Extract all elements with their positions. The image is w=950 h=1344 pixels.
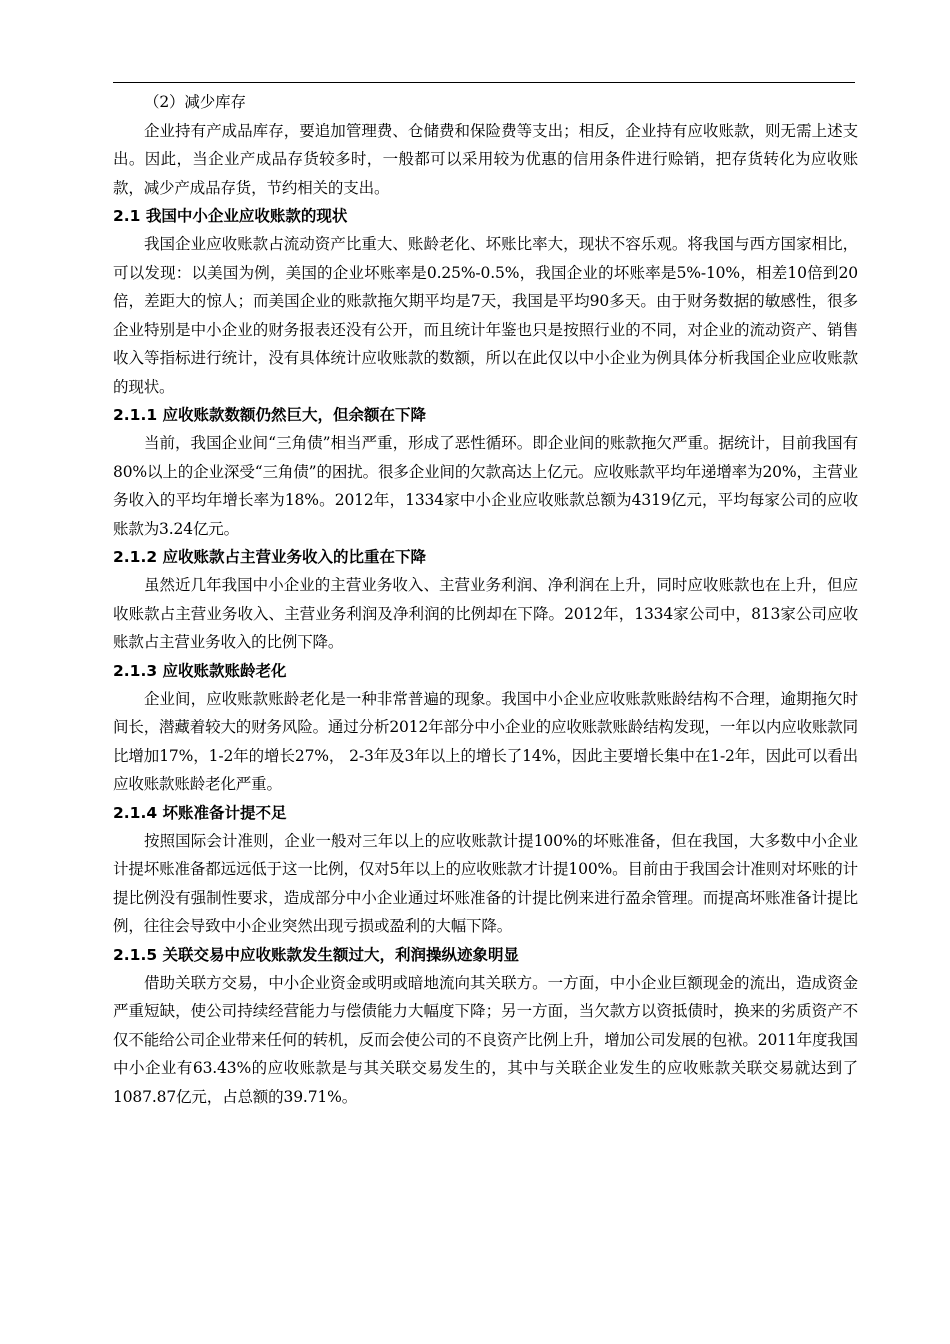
header-rule	[113, 82, 855, 83]
section-heading: 2.1.4 坏账准备计提不足	[113, 803, 287, 822]
section-heading: 2.1.1 应收账款数额仍然巨大，但余额在下降	[113, 406, 427, 424]
section-heading: 2.1.3 应收账款账龄老化	[113, 661, 287, 680]
section-heading: 2.1.2 应收账款占主营业务收入的比重在下降	[113, 548, 427, 566]
paragraph: 借助关联方交易，中小企业资金或明或暗地流向其关联方。一方面，中小企业巨额现金的流出，造成资金严重短缺，使公司持续经营能力与偿债能力大幅度下降；另一方面，当欠款方以资抵债时，换来的劣质资产不仅不能给公司企业带来任何的转机，反而会使公司的不良资产比例上升，增加公司发展的包袱。2011年度我国中小企业有63.43%的应收账款是与其关联交易发生的，其中与关联企业发生的应收账款关联交易就达到了1087.87亿元，占总额的39.71%。	[113, 973, 858, 1106]
document-body	[113, 88, 858, 1111]
subsection-label: （2）减少库存	[144, 93, 246, 111]
paragraph: 企业持有产成品库存，要追加管理费、仓储费和保险费等支出；相反，企业持有应收账款，则无需上述支出。因此，当企业产成品存货较多时，一般都可以采用较为优惠的信用条件进行赊销，把存货转化为应收账款，减少产成品存货，节约相关的支出。	[113, 121, 858, 197]
section-heading: 2.1 我国中小企业应收账款的现状	[113, 207, 348, 225]
paragraph: 按照国际会计准则，企业一般对三年以上的应收账款计提100%的坏账准备，但在我国，大多数中小企业计提坏账准备都远远低于这一比例，仅对5年以上的应收账款才计提100%。目前由于我国会计准则对坏账的计提比例没有强制性要求，造成部分中小企业通过坏账准备的计提比例来进行盈余管理。而提高坏账准备计提比例，往往会导致中小企业突然出现亏损或盈利的大幅下降。	[113, 831, 858, 935]
paragraph: 企业间，应收账款账龄老化是一种非常普遍的现象。我国中小企业应收账款账龄结构不合理，逾期拖欠时间长，潜藏着较大的财务风险。通过分析2012年部分中小企业的应收账款账龄结构发现，一年以内应收账款同比增加17%，1-2年的增长27%， 2-3年及3年以上的增长了14%，因此主要增长集中在1-2年，因此可以看出应收账款账龄老化严重。	[113, 689, 858, 793]
section-heading: 2.1.5 关联交易中应收账款发生额过大，利润操纵迹象明显	[113, 945, 520, 964]
paragraph: 当前，我国企业间“三角债”相当严重，形成了恶性循环。即企业间的账款拖欠严重。据统计，目前我国有80%以上的企业深受“三角债”的困扰。很多企业间的欠款高达上亿元。应收账款平均年递增率为20%，主营业务收入的平均年增长率为18%。2012年，1334家中小企业应收账款总额为4319亿元，平均每家公司的应收账款为3.24亿元。	[113, 434, 858, 538]
paragraph: 虽然近几年我国中小企业的主营业务收入、主营业务利润、净利润在上升，同时应收账款也在上升，但应收账款占主营业务收入、主营业务利润及净利润的比例却在下降。2012年，1334家公司中，813家公司应收账款占主营业务收入的比例下降。	[113, 576, 858, 651]
paragraph: 我国企业应收账款占流动资产比重大、账龄老化、坏账比率大，现状不容乐观。将我国与西方国家相比，可以发现：以美国为例，美国的企业坏账率是0.25%-0.5%，我国企业的坏账率是5%-10%，相差10倍到20倍，差距大的惊人；而美国企业的账款拖欠期平均是7天，我国是平均90多天。由于财务数据的敏感性，很多企业特别是中小企业的财务报表还没有公开，而且统计年鉴也只是按照行业的不同，对企业的流动资产、销售收入等指标进行统计，没有具体统计应收账款的数额，所以在此仅以中小企业为例具体分析我国企业应收账款的现状。	[113, 235, 858, 396]
